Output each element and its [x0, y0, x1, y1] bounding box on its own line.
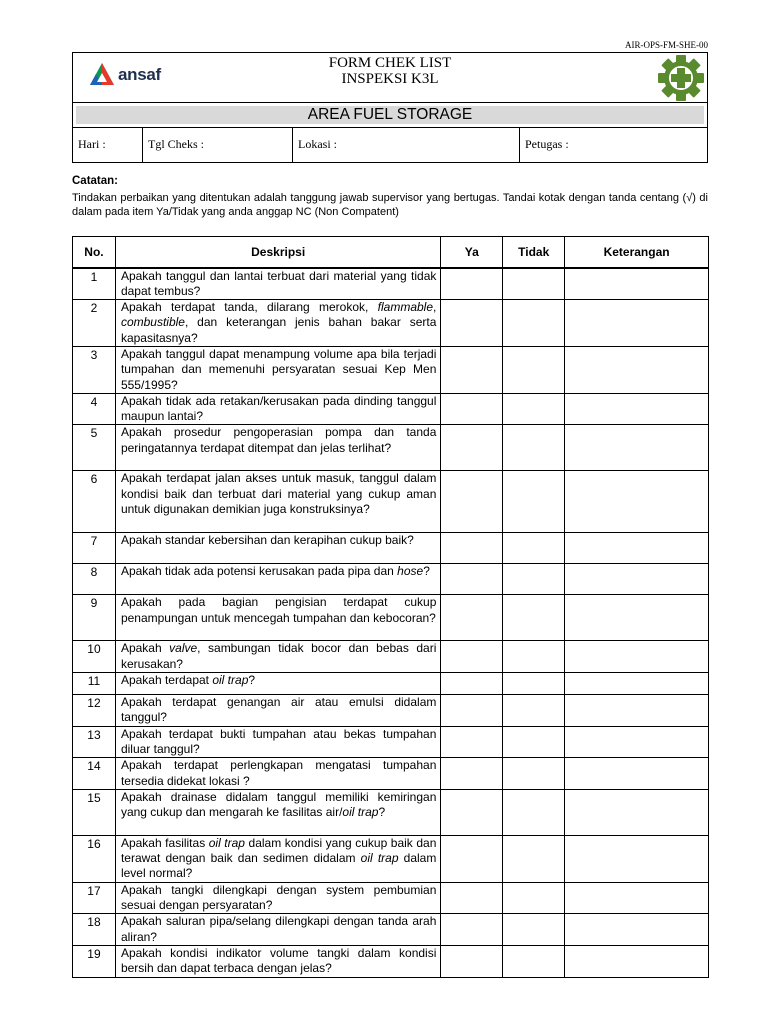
- tidak-checkbox-cell[interactable]: [503, 945, 565, 977]
- ya-checkbox-cell[interactable]: [441, 726, 503, 758]
- row-description: Apakah saluran pipa/selang dilengkapi dengan tanda arah aliran?: [115, 914, 440, 946]
- form-title: [73, 55, 707, 87]
- ya-checkbox-cell[interactable]: [441, 425, 503, 471]
- header-top: [73, 53, 707, 103]
- hari-field[interactable]: Hari :: [73, 128, 143, 162]
- table-row: [73, 346, 709, 393]
- tidak-checkbox-cell[interactable]: [503, 789, 565, 835]
- row-number: 5: [73, 425, 116, 471]
- row-number: 11: [73, 673, 116, 695]
- header-tidak: Tidak: [503, 237, 565, 268]
- row-description: Apakah tanggul dapat menampung volume apa bila terjadi tumpahan dan memenuhi persyaratan sesuai Kep Men 555/1995?: [115, 346, 440, 393]
- area-title: AREA FUEL STORAGE: [76, 106, 704, 124]
- table-header-row: [73, 237, 709, 268]
- keterangan-cell[interactable]: [565, 300, 709, 347]
- table-row: [73, 882, 709, 914]
- notes-text: Tindakan perbaikan yang ditentukan adalah tanggung jawab supervisor yang bertugas. Tandai kotak dengan tanda centang (√) di dalam pada item Ya/Tidak yang anda anggap NC (Non Compatent): [72, 192, 708, 218]
- keterangan-cell[interactable]: [565, 564, 709, 595]
- row-number: 9: [73, 595, 116, 641]
- row-description: Apakah fasilitas oil trap dalam kondisi yang cukup baik dan terawat dengan baik dan sedimen didalam oil trap dalam level normal?: [115, 835, 440, 882]
- lokasi-field[interactable]: Lokasi :: [293, 128, 520, 162]
- notes-section: [72, 175, 708, 219]
- keterangan-cell[interactable]: [565, 471, 709, 533]
- row-number: 12: [73, 695, 116, 727]
- checklist-body: [73, 268, 709, 978]
- ya-checkbox-cell[interactable]: [441, 346, 503, 393]
- form-title-line1: FORM CHEK LIST: [328, 55, 452, 71]
- table-row: [73, 695, 709, 727]
- row-number: 17: [73, 882, 116, 914]
- table-row: [73, 393, 709, 425]
- row-number: 18: [73, 914, 116, 946]
- row-description: Apakah terdapat oil trap?: [115, 673, 440, 695]
- header-keterangan: Keterangan: [565, 237, 709, 268]
- keterangan-cell[interactable]: [565, 533, 709, 564]
- row-number: 7: [73, 533, 116, 564]
- row-description: Apakah tidak ada potensi kerusakan pada pipa dan hose?: [115, 564, 440, 595]
- ya-checkbox-cell[interactable]: [441, 268, 503, 300]
- tgl-cheks-field[interactable]: Tgl Cheks :: [143, 128, 293, 162]
- table-row: [73, 914, 709, 946]
- keterangan-cell[interactable]: [565, 695, 709, 727]
- checklist-table: [72, 236, 709, 978]
- table-row: [73, 835, 709, 882]
- info-row: [73, 128, 707, 162]
- row-description: Apakah terdapat perlengkapan mengatasi tumpahan tersedia didekat lokasi ?: [115, 758, 440, 790]
- ya-checkbox-cell[interactable]: [441, 789, 503, 835]
- table-row: [73, 726, 709, 758]
- keterangan-cell[interactable]: [565, 641, 709, 673]
- document-code: AIR-OPS-FM-SHE-00: [624, 40, 708, 50]
- keterangan-cell[interactable]: [565, 758, 709, 790]
- keterangan-cell[interactable]: [565, 835, 709, 882]
- table-row: [73, 641, 709, 673]
- form-header: [72, 52, 708, 163]
- tidak-checkbox-cell[interactable]: [503, 914, 565, 946]
- keterangan-cell[interactable]: [565, 673, 709, 695]
- petugas-field[interactable]: Petugas :: [525, 137, 569, 151]
- row-description: Apakah tidak ada retakan/kerusakan pada dinding tanggul maupun lantai?: [115, 393, 440, 425]
- tidak-checkbox-cell[interactable]: [503, 564, 565, 595]
- keterangan-cell[interactable]: [565, 346, 709, 393]
- header-deskripsi: Deskripsi: [115, 237, 440, 268]
- keterangan-cell[interactable]: [565, 425, 709, 471]
- tidak-checkbox-cell[interactable]: [503, 268, 565, 300]
- ya-checkbox-cell[interactable]: [441, 533, 503, 564]
- table-row: [73, 673, 709, 695]
- keterangan-cell[interactable]: [565, 393, 709, 425]
- tidak-checkbox-cell[interactable]: [503, 300, 565, 347]
- keterangan-cell[interactable]: [565, 268, 709, 300]
- tidak-checkbox-cell[interactable]: [503, 726, 565, 758]
- row-description: Apakah terdapat tanda, dilarang merokok, flammable, combustible, dan keterangan jenis bahan bakar serta kapasitasnya?: [115, 300, 440, 347]
- table-row: [73, 533, 709, 564]
- keterangan-cell[interactable]: [565, 945, 709, 977]
- row-number: 6: [73, 471, 116, 533]
- tidak-checkbox-cell[interactable]: [503, 595, 565, 641]
- row-number: 3: [73, 346, 116, 393]
- tidak-checkbox-cell[interactable]: [503, 882, 565, 914]
- table-row: [73, 789, 709, 835]
- row-description: Apakah terdapat bukti tumpahan atau bekas tumpahan diluar tanggul?: [115, 726, 440, 758]
- keterangan-cell[interactable]: [565, 726, 709, 758]
- tidak-checkbox-cell[interactable]: [503, 641, 565, 673]
- ya-checkbox-cell[interactable]: [441, 882, 503, 914]
- logo-text: ansaf: [118, 65, 161, 84]
- ya-checkbox-cell[interactable]: [441, 673, 503, 695]
- row-description: Apakah drainase didalam tanggul memiliki kemiringan yang cukup dan mengarah ke fasilitas air/oil trap?: [115, 789, 440, 835]
- row-description: Apakah valve, sambungan tidak bocor dan bebas dari kerusakan?: [115, 641, 440, 673]
- table-row: [73, 268, 709, 300]
- tidak-checkbox-cell[interactable]: [503, 425, 565, 471]
- table-row: [73, 945, 709, 977]
- area-title-row: [73, 103, 707, 128]
- tidak-checkbox-cell[interactable]: [503, 695, 565, 727]
- row-number: 2: [73, 300, 116, 347]
- form-title-line2: INSPEKSI K3L: [341, 71, 439, 87]
- row-description: Apakah kondisi indikator volume tangki dalam kondisi bersih dan dapat terbaca dengan jelas?: [115, 945, 440, 977]
- ya-checkbox-cell[interactable]: [441, 945, 503, 977]
- row-number: 1: [73, 268, 116, 300]
- row-description: Apakah terdapat genangan air atau emulsi didalam tanggul?: [115, 695, 440, 727]
- ya-checkbox-cell[interactable]: [441, 471, 503, 533]
- ya-checkbox-cell[interactable]: [441, 564, 503, 595]
- ya-checkbox-cell[interactable]: [441, 641, 503, 673]
- row-description: Apakah standar kebersihan dan kerapihan cukup baik?: [115, 533, 440, 564]
- table-row: [73, 758, 709, 790]
- header-ya: Ya: [441, 237, 503, 268]
- tidak-checkbox-cell[interactable]: [503, 835, 565, 882]
- keterangan-cell[interactable]: [565, 595, 709, 641]
- row-description: Apakah prosedur pengoperasian pompa dan tanda peringatannya terdapat ditempat dan jelas terlihat?: [115, 425, 440, 471]
- ya-checkbox-cell[interactable]: [441, 914, 503, 946]
- row-number: 16: [73, 835, 116, 882]
- ya-checkbox-cell[interactable]: [441, 835, 503, 882]
- row-number: 19: [73, 945, 116, 977]
- row-number: 15: [73, 789, 116, 835]
- safety-gear-icon: [657, 54, 705, 102]
- ya-checkbox-cell[interactable]: [441, 300, 503, 347]
- row-description: Apakah tanggul dan lantai terbuat dari material yang tidak dapat tembus?: [115, 268, 440, 300]
- row-number: 13: [73, 726, 116, 758]
- row-number: 10: [73, 641, 116, 673]
- table-row: [73, 564, 709, 595]
- table-row: [73, 425, 709, 471]
- keterangan-cell[interactable]: [565, 882, 709, 914]
- ya-checkbox-cell[interactable]: [441, 758, 503, 790]
- keterangan-cell[interactable]: [565, 789, 709, 835]
- ya-checkbox-cell[interactable]: [441, 695, 503, 727]
- header-no: No.: [73, 237, 116, 268]
- tidak-checkbox-cell[interactable]: [503, 673, 565, 695]
- tidak-checkbox-cell[interactable]: [503, 758, 565, 790]
- row-description: Apakah tangki dilengkapi dengan system pembumian sesuai dengan persyaratan?: [115, 882, 440, 914]
- row-number: 14: [73, 758, 116, 790]
- table-row: [73, 300, 709, 347]
- table-row: [73, 595, 709, 641]
- notes-label: Catatan:: [72, 175, 119, 187]
- table-row: [73, 471, 709, 533]
- tidak-checkbox-cell[interactable]: [503, 346, 565, 393]
- row-description: Apakah pada bagian pengisian terdapat cukup penampungan untuk mencegah tumpahan dan kebocoran?: [115, 595, 440, 641]
- row-number: 8: [73, 564, 116, 595]
- ya-checkbox-cell[interactable]: [441, 595, 503, 641]
- ya-checkbox-cell[interactable]: [441, 393, 503, 425]
- tidak-checkbox-cell[interactable]: [503, 471, 565, 533]
- tidak-checkbox-cell[interactable]: [503, 393, 565, 425]
- row-description: Apakah terdapat jalan akses untuk masuk, tanggul dalam kondisi baik dan terbuat dari material yang cukup aman untuk digunakan demikian juga konstruksinya?: [115, 471, 440, 533]
- row-number: 4: [73, 393, 116, 425]
- tidak-checkbox-cell[interactable]: [503, 533, 565, 564]
- keterangan-cell[interactable]: [565, 914, 709, 946]
